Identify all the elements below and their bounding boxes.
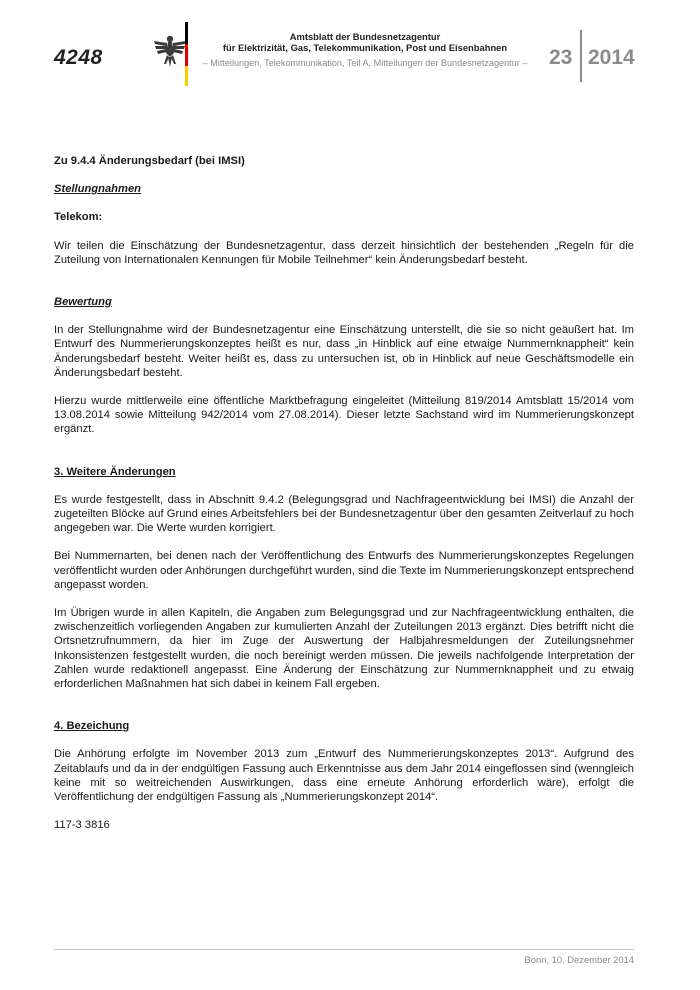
masthead-subtitle-line: für Elektrizität, Gas, Telekommunikation, Post und Eisenbahnen bbox=[222, 42, 508, 53]
reference-number: 117-3 3816 bbox=[54, 819, 110, 832]
footer-rule bbox=[54, 949, 634, 950]
paragraph-3a: Es wurde festgestellt, dass in Abschnitt 9.4.2 (Belegungsgrad und Nachfrageentwicklung bei IMSI) die Anzahl der zugeteilten Blöcke auf Grund eines Arbeitsfehlers bei der Bundesnetzagentur über den gesamten Zeitverlauf zu hoch angegeben war. Die Werte wurden korrigiert. bbox=[54, 493, 634, 535]
paragraph-bewertung-2: Hierzu wurde mittlerweile eine öffentliche Marktbefragung eingeleitet (Mitteilung 819/2014 Amtsblatt 15/2014 vom 13.08.2014 sowie Mitteilung 942/2014 vom 27.08.2014). Dieser letzte Sachstand wird im Nummerierungskonzept ergänzt. bbox=[54, 395, 634, 436]
heading-bezeichung: 4. Bezeichung bbox=[54, 720, 130, 733]
heading-stellungnahmen: Stellungnahmen bbox=[54, 183, 142, 196]
heading-9-4-4: Zu 9.4.4 Änderungsbedarf (bei IMSI) bbox=[54, 155, 245, 167]
heading-telekom: Telekom: bbox=[54, 211, 103, 224]
flag-stripe-gold bbox=[185, 66, 188, 86]
masthead bbox=[200, 31, 530, 69]
section-subtitle: – Mitteilungen, Telekommunikation, Teil A, Mitteilungen der Bundesnetzagentur – bbox=[202, 58, 528, 68]
heading-bewertung: Bewertung bbox=[54, 296, 112, 309]
flag-stripe-black bbox=[185, 22, 188, 44]
flag-bar bbox=[185, 22, 188, 86]
paragraph-4: Die Anhörung erfolgte im November 2013 zum „Entwurf des Nummerierungskonzeptes 2013“. Aufgrund des Zeitablaufs und da in der endgültigen Fassung auch Erkenntnisse aus dem Jahr 2014 eingeflossen sind (wenngleich keine mit so weitreichenden Auswirkungen, dass eine erneute Anhörung erforderlich wäre), erfolgt die Veröffentlichung der endgültigen Fassung als „Nummerierungskonzept 2014“. bbox=[54, 748, 634, 804]
paragraph-3b: Bei Nummernarten, bei denen nach der Veröffentlichung des Entwurfs des Nummerierungskonzeptes Regelungen veröffentlicht wurden oder Anhörungen durchgeführt wurden, sind die Texte im Nummerierungskonzept entsprechend angepasst worden. bbox=[54, 550, 634, 591]
flag-stripe-red bbox=[185, 44, 188, 66]
issue-year: 2014 bbox=[588, 46, 635, 69]
masthead-title: Amtsblatt der Bundesnetzagentur bbox=[289, 31, 441, 42]
paragraph-3c: Im Übrigen wurde in allen Kapiteln, die Angaben zum Belegungsgrad und zur Nachfrageentwicklung enthalten, die zwischenzeitlich vorliegenden Angaben zur kumulierten Anzahl der Zuteilungen 2013 ergänzt. Dies betrifft nicht die Ortsnetzrufnummern, da hier im Zuge der Auswertung der Halbjahresmeldungen der Zuteilungsnehmer Inkonsistenzen festgestellt wurden, die noch bereinigt werden müssen. Die jeweils nachfolgende Interpretation der Zahlen wurde redaktionell angepasst. Eine Änderung der Einschätzung zur Nummernknappheit und zu etwaig erforderlichen Maßnahmen hat sich dabei in keinem Fall ergeben. bbox=[54, 607, 634, 691]
issue-divider bbox=[580, 30, 582, 82]
document-body bbox=[54, 154, 634, 833]
footer-place-date: Bonn, 10. Dezember 2014 bbox=[524, 954, 634, 965]
paragraph-bewertung-1: In der Stellungnahme wird der Bundesnetzagentur eine Einschätzung unterstellt, die sie so nicht geäußert hat. Im Entwurf des Nummerierungskonzeptes heißt es nur, dass „in Hinblick auf eine etwaige Nummernknappheit“ kein Änderungsbedarf besteht. Weiter heißt es, dass zu untersuchen ist, ob in Hinblick auf neue Geschäftsmodelle ein Änderungsbedarf besteht. bbox=[54, 324, 634, 379]
issue-number: 23 bbox=[549, 46, 573, 69]
heading-weitere-aenderungen: 3. Weitere Änderungen bbox=[54, 465, 176, 478]
federal-eagle-icon bbox=[153, 33, 187, 69]
paragraph-telekom: Wir teilen die Einschätzung der Bundesnetzagentur, dass derzeit hinsichtlich der bestehenden „Regeln für die Zuteilung von Internationalen Kennungen für Mobile Teilnehmer“ kein Änderungsbedarf besteht. bbox=[54, 239, 634, 266]
page-number: 4248 bbox=[54, 46, 103, 69]
